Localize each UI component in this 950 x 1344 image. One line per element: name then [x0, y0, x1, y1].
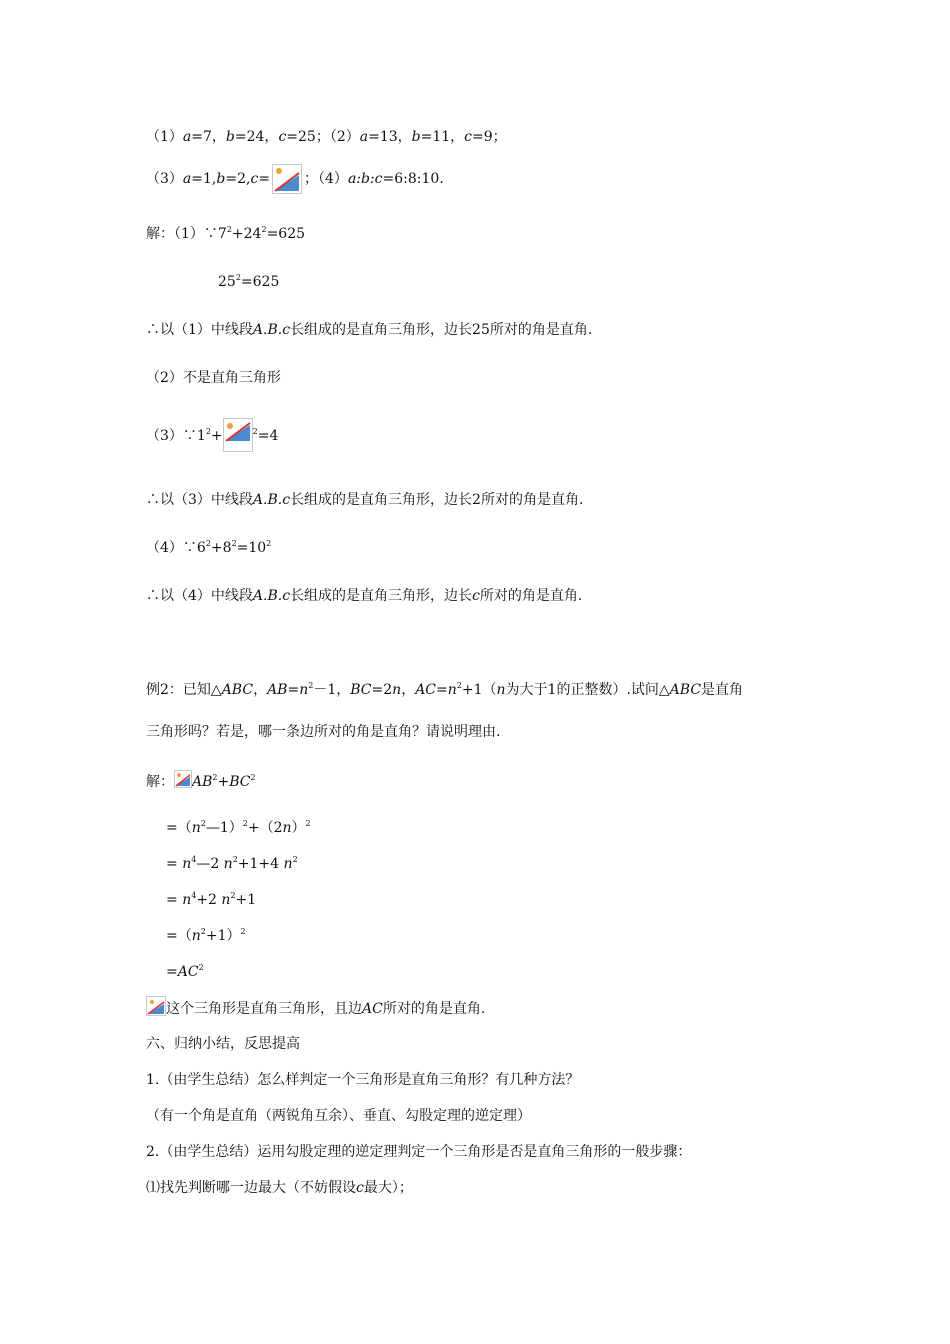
solution-line-4: （2）不是直角三角形: [146, 370, 281, 386]
solution-line-5: $(3)\because 1^2+$ $^2$=4: [146, 418, 278, 452]
example2-conclusion: 这个三角形是直角三角形，且边AC所对的角是直角.: [146, 996, 485, 1019]
summary-step-1: ⑴找先判断哪一边最大（不妨假设c最大）；: [146, 1180, 413, 1196]
example2-solution-head: 解： $AB^2+BC^2$: [146, 770, 256, 792]
solution-line-2: $25^2=625$: [218, 273, 280, 290]
summary-answer-1: （有一个角是直角（两锐角互余）、垂直、勾股定理的逆定理）: [146, 1108, 531, 1124]
broken-image-icon: [223, 418, 253, 452]
solution-line-1: 解：$(1)\because 7^2+24^2=625$: [146, 225, 306, 242]
summary-question-1: 1.（由学生总结）怎么样判定一个三角形是直角三角形？有几种方法？: [146, 1072, 580, 1088]
broken-image-icon: [146, 996, 166, 1016]
example2-step-3: = $n^4+2$ $n^2+1$: [166, 891, 257, 908]
broken-image-icon: [174, 770, 192, 788]
example2-step-1: $=(n^2—1)^2+(2n)^2$: [166, 819, 311, 836]
example2-step-2: = $n^4—2$ $n^2+1+4$ $n^2$: [166, 855, 298, 872]
example2-step-4: $=(n^2+1)^2$: [166, 927, 246, 944]
example2-step-5: $=AC^2$: [166, 963, 204, 980]
problem-line-2: （3）a=1,b=2,c= ；（4）a:b:c=6:8:10.: [146, 164, 444, 194]
example2-line-1: 例2：已知△ABC，$AB=n^2-1$，BC=2n，$AC=n^2+1(n$为大于1的正整数）.试问△ABC是直角: [146, 681, 744, 698]
solution-line-7: $(4)\because 6^2+8^2=10^2$: [146, 539, 272, 556]
section-heading: 六、归纳小结，反思提高: [146, 1036, 300, 1052]
summary-question-2: 2.（由学生总结）运用勾股定理的逆定理判定一个三角形是否是直角三角形的一般步骤：: [146, 1144, 692, 1160]
broken-image-icon: [272, 164, 302, 194]
solution-line-6: ∴以（3）中线段A.B.c长组成的是直角三角形，边长2所对的角是直角.: [146, 492, 584, 508]
solution-line-3: ∴以（1）中线段A.B.c长组成的是直角三角形，边长25所对的角是直角.: [146, 322, 593, 338]
example2-line-2: 三角形吗？若是，哪一条边所对的角是直角？请说明理由.: [146, 724, 501, 740]
solution-line-8: ∴以（4）中线段A.B.c长组成的是直角三角形，边长c所对的角是直角.: [146, 588, 583, 604]
problem-line-1: （1）a=7，b=24，c=25；（2）a=13，b=11，c=9；: [146, 129, 507, 145]
